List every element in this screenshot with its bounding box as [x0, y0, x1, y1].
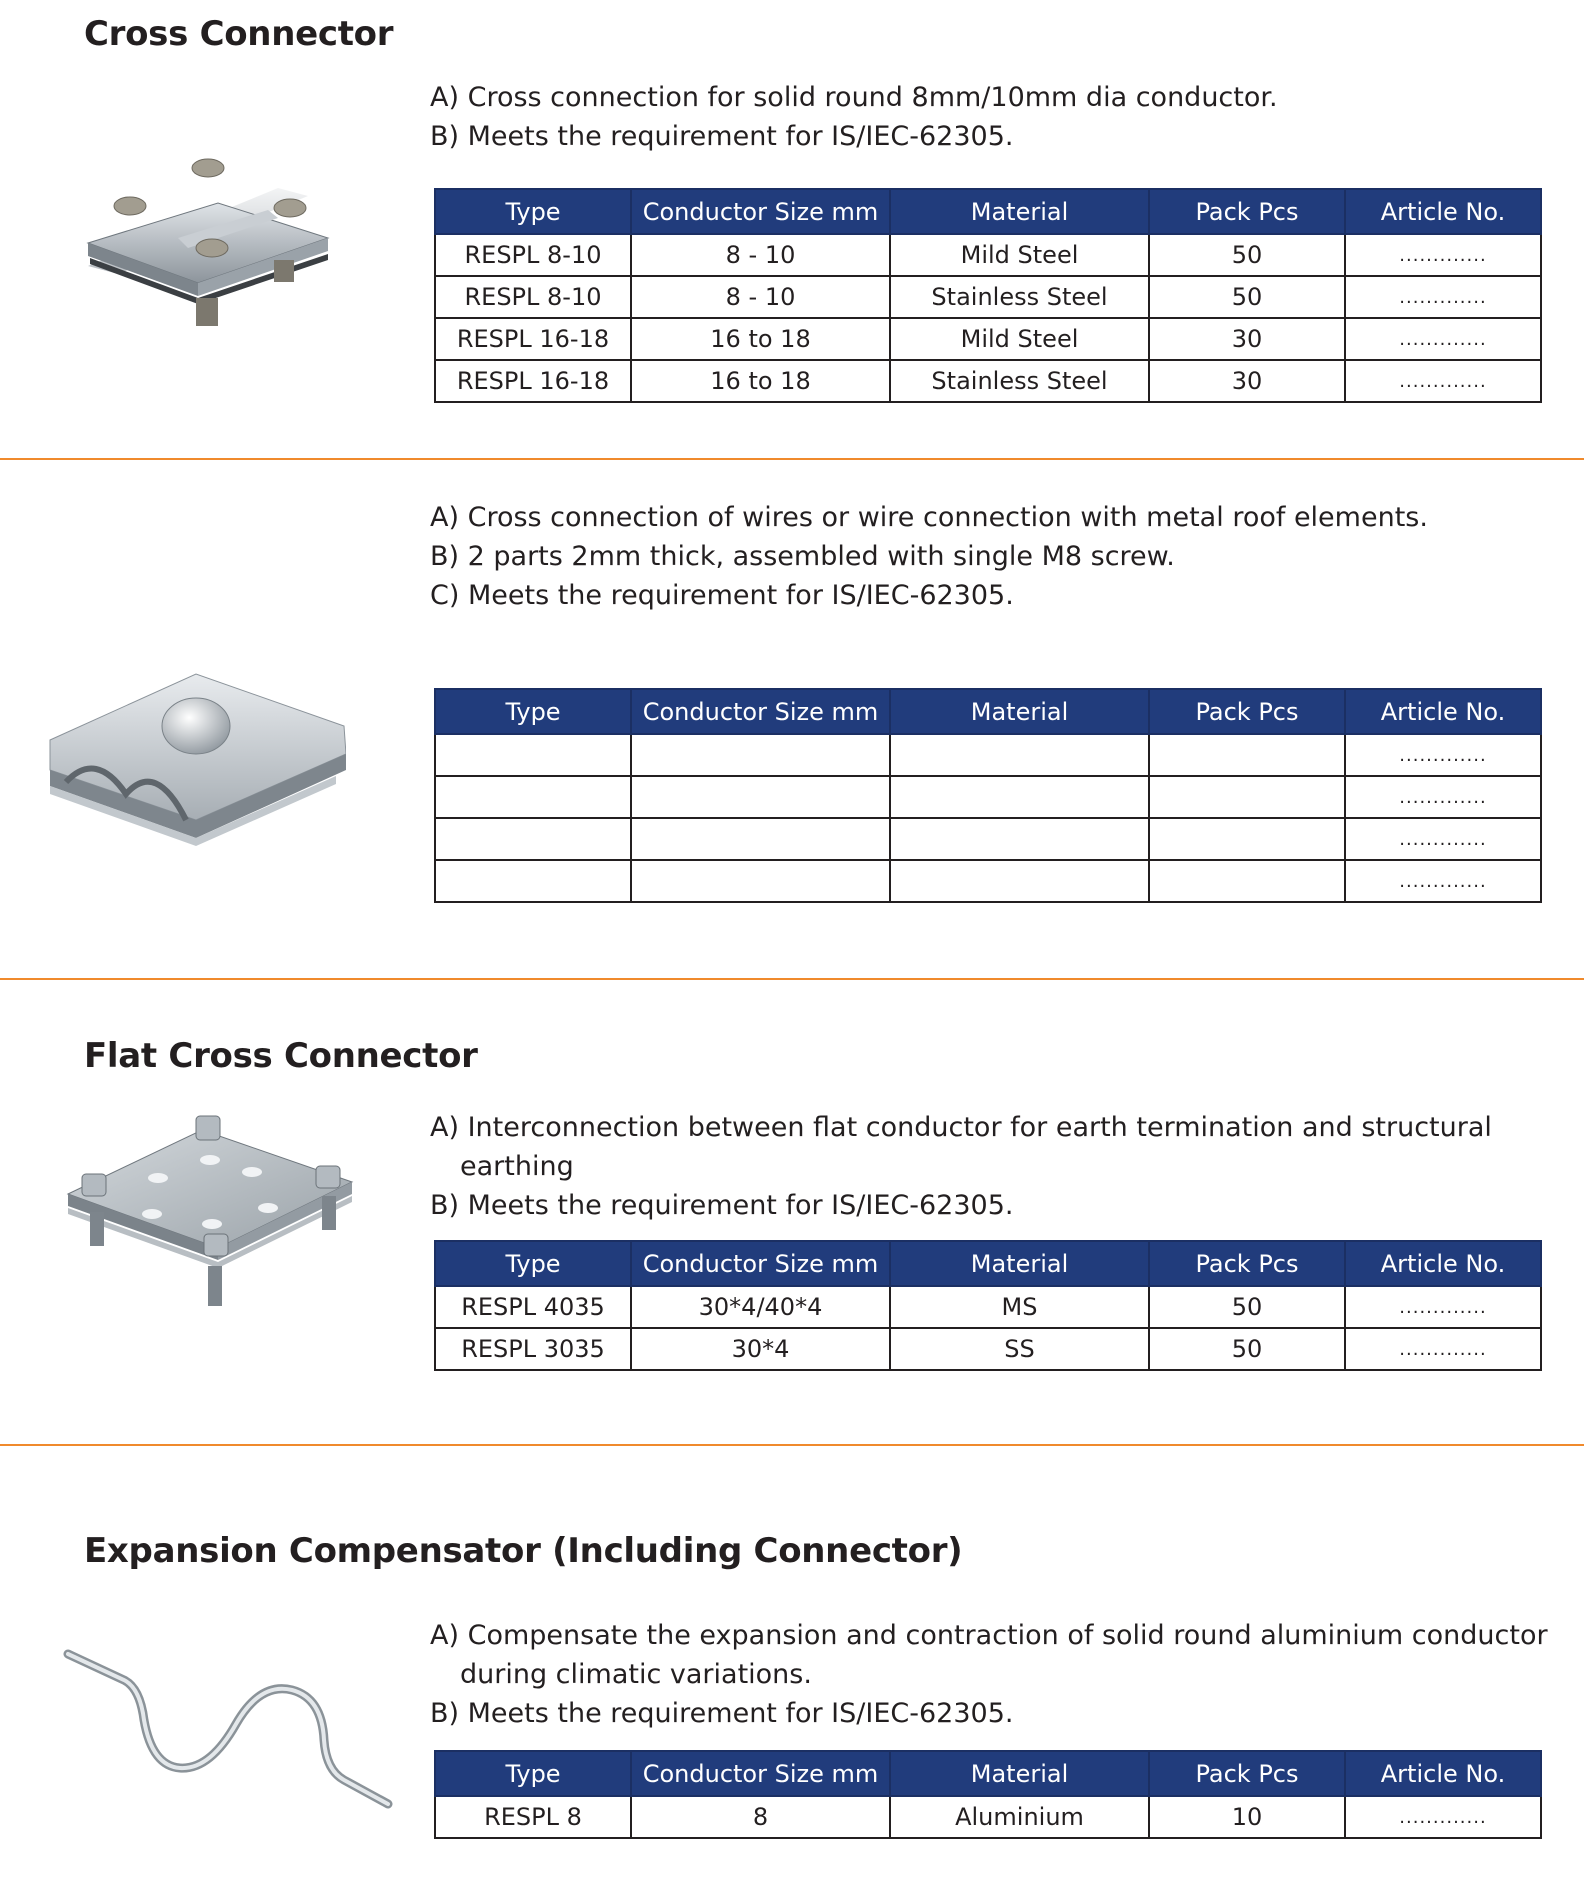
- cell: RESPL 16-18: [435, 360, 631, 402]
- table-row: [435, 276, 1541, 318]
- cell: RESPL 8-10: [435, 276, 631, 318]
- table-row: [435, 818, 1541, 860]
- col-pack-pcs: Pack Pcs: [1149, 189, 1345, 234]
- cell: [1149, 860, 1345, 902]
- cell: 10: [1149, 1796, 1345, 1838]
- cell: .............: [1345, 276, 1541, 318]
- cell: 50: [1149, 234, 1345, 276]
- col-article-no: Article No.: [1345, 189, 1541, 234]
- col-conductor-size: Conductor Size mm: [631, 689, 890, 734]
- col-material: Material: [890, 1241, 1149, 1286]
- cell: [890, 776, 1149, 818]
- cell: 50: [1149, 1328, 1345, 1370]
- point: A) Interconnection between flat conductor for earth termination and structural earthing: [430, 1112, 1492, 1182]
- flat-cross-connector-image: [62, 1112, 358, 1308]
- cell: [890, 818, 1149, 860]
- cell: RESPL 16-18: [435, 318, 631, 360]
- cell: Mild Steel: [890, 318, 1149, 360]
- cell: MS: [890, 1286, 1149, 1328]
- cell: [631, 818, 890, 860]
- section-divider: [0, 978, 1584, 980]
- cell: [435, 818, 631, 860]
- cell: .............: [1345, 1286, 1541, 1328]
- col-type: Type: [435, 1241, 631, 1286]
- cell: 30*4/40*4: [631, 1286, 890, 1328]
- table-row: [435, 776, 1541, 818]
- col-article-no: Article No.: [1345, 689, 1541, 734]
- cell: [631, 734, 890, 776]
- section-title-cross-connector: Cross Connector: [84, 14, 394, 54]
- table-row: [435, 318, 1541, 360]
- cell: Aluminium: [890, 1796, 1149, 1838]
- point: A) Cross connection for solid round 8mm/10mm dia conductor.: [430, 82, 1278, 113]
- col-material: Material: [890, 189, 1149, 234]
- table-header-row: [435, 1241, 1541, 1286]
- col-article-no: Article No.: [1345, 1241, 1541, 1286]
- col-material: Material: [890, 689, 1149, 734]
- expansion-compensator-table: [434, 1750, 1542, 1839]
- cell: RESPL 3035: [435, 1328, 631, 1370]
- cell: [1149, 818, 1345, 860]
- cell: Stainless Steel: [890, 276, 1149, 318]
- cell: 8: [631, 1796, 890, 1838]
- cell: .............: [1345, 776, 1541, 818]
- cell: [631, 776, 890, 818]
- col-pack-pcs: Pack Pcs: [1149, 1241, 1345, 1286]
- section-title-flat-cross-connector: Flat Cross Connector: [84, 1036, 478, 1076]
- cell: [435, 860, 631, 902]
- cell: .............: [1345, 1796, 1541, 1838]
- section-title-expansion-compensator: Expansion Compensator (Including Connector): [84, 1531, 963, 1571]
- cell: SS: [890, 1328, 1149, 1370]
- table-row: [435, 860, 1541, 902]
- col-type: Type: [435, 189, 631, 234]
- col-conductor-size: Conductor Size mm: [631, 1241, 890, 1286]
- roof-connector-image: [46, 670, 346, 890]
- table-header-row: [435, 689, 1541, 734]
- flat-cross-connector-table: [434, 1240, 1542, 1371]
- point: A) Cross connection of wires or wire connection with metal roof elements.: [430, 502, 1428, 533]
- cross-connector-points: [430, 78, 1560, 156]
- point: B) Meets the requirement for IS/IEC-62305.: [430, 1698, 1014, 1729]
- cell: 30: [1149, 318, 1345, 360]
- table-row: [435, 734, 1541, 776]
- cell: 30: [1149, 360, 1345, 402]
- cell: 50: [1149, 1286, 1345, 1328]
- table-row: [435, 1328, 1541, 1370]
- cell: [1149, 734, 1345, 776]
- table-header-row: [435, 189, 1541, 234]
- cell: 16 to 18: [631, 360, 890, 402]
- cell: .............: [1345, 360, 1541, 402]
- col-pack-pcs: Pack Pcs: [1149, 689, 1345, 734]
- roof-connector-table: [434, 688, 1542, 903]
- flat-cross-connector-points: [430, 1108, 1560, 1225]
- cell: [1149, 776, 1345, 818]
- cell: [435, 734, 631, 776]
- cell: [890, 860, 1149, 902]
- col-conductor-size: Conductor Size mm: [631, 189, 890, 234]
- expansion-compensator-points: [430, 1616, 1560, 1733]
- cell: RESPL 4035: [435, 1286, 631, 1328]
- cell: 8 - 10: [631, 276, 890, 318]
- col-article-no: Article No.: [1345, 1751, 1541, 1796]
- cell: .............: [1345, 860, 1541, 902]
- table-header-row: [435, 1751, 1541, 1796]
- cell: Mild Steel: [890, 234, 1149, 276]
- cell: .............: [1345, 1328, 1541, 1370]
- cell: 16 to 18: [631, 318, 890, 360]
- cell: 30*4: [631, 1328, 890, 1370]
- cell: [435, 776, 631, 818]
- point: C) Meets the requirement for IS/IEC-62305.: [430, 580, 1014, 611]
- point: A) Compensate the expansion and contraction of solid round aluminium conductor during climatic variations.: [430, 1620, 1548, 1690]
- table-row: [435, 1796, 1541, 1838]
- point: B) 2 parts 2mm thick, assembled with single M8 screw.: [430, 541, 1175, 572]
- section-divider: [0, 458, 1584, 460]
- table-row: [435, 360, 1541, 402]
- cell: [890, 734, 1149, 776]
- cross-connector-image: [78, 148, 348, 338]
- table-row: [435, 1286, 1541, 1328]
- section-divider: [0, 1444, 1584, 1446]
- cell: .............: [1345, 818, 1541, 860]
- cell: 8 - 10: [631, 234, 890, 276]
- col-material: Material: [890, 1751, 1149, 1796]
- point: B) Meets the requirement for IS/IEC-62305.: [430, 1190, 1014, 1221]
- col-conductor-size: Conductor Size mm: [631, 1751, 890, 1796]
- cell: [631, 860, 890, 902]
- cell: RESPL 8-10: [435, 234, 631, 276]
- col-type: Type: [435, 689, 631, 734]
- col-pack-pcs: Pack Pcs: [1149, 1751, 1345, 1796]
- col-type: Type: [435, 1751, 631, 1796]
- cell: .............: [1345, 318, 1541, 360]
- cell: 50: [1149, 276, 1345, 318]
- point: B) Meets the requirement for IS/IEC-62305.: [430, 121, 1014, 152]
- cell: RESPL 8: [435, 1796, 631, 1838]
- cross-connector-table: [434, 188, 1542, 403]
- expansion-compensator-image: [60, 1640, 400, 1820]
- cell: .............: [1345, 234, 1541, 276]
- roof-connector-points: [430, 498, 1560, 615]
- table-row: [435, 234, 1541, 276]
- cell: .............: [1345, 734, 1541, 776]
- cell: Stainless Steel: [890, 360, 1149, 402]
